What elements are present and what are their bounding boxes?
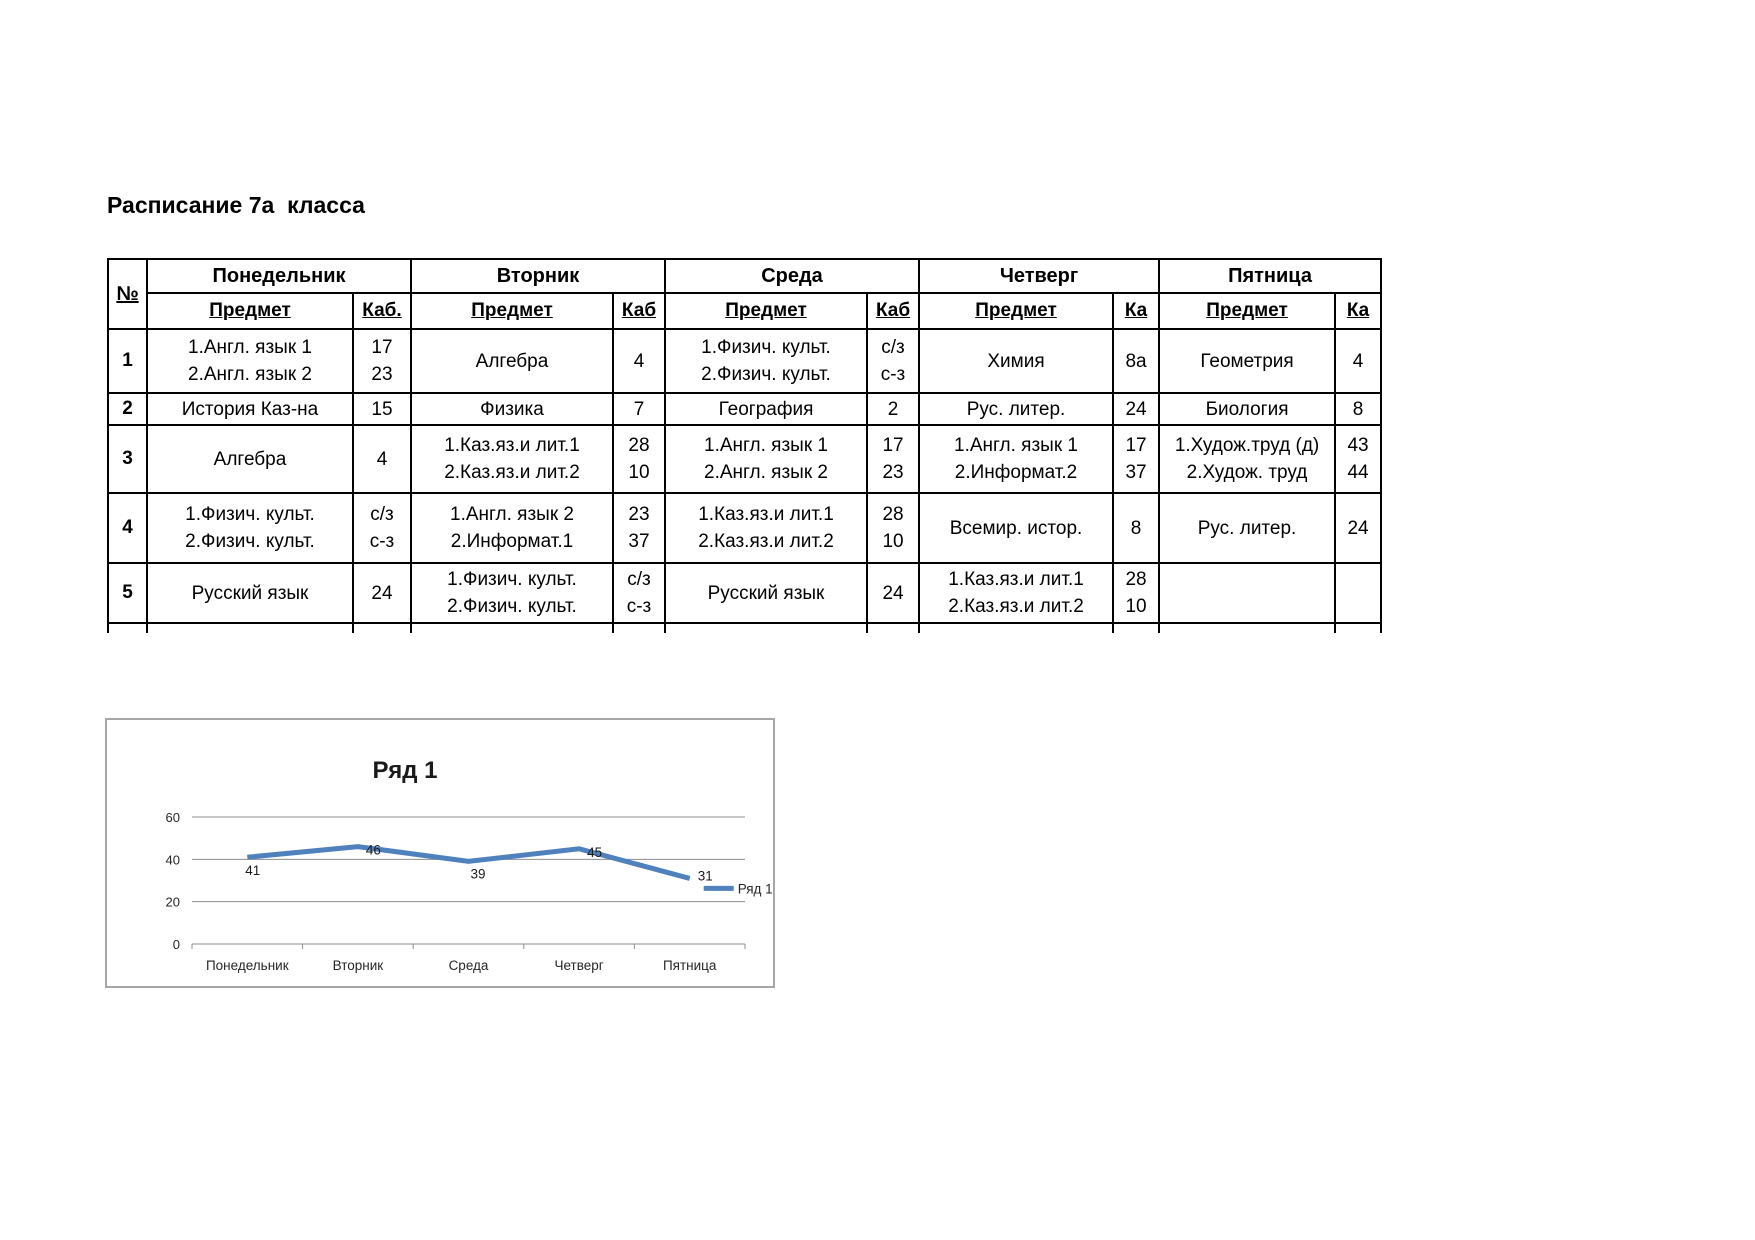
room-cell <box>353 425 411 493</box>
subject-line: 1.Англ. язык 1 <box>954 435 1078 456</box>
room-cell <box>867 493 919 563</box>
room-cell <box>1335 393 1381 425</box>
table-row <box>108 563 1381 623</box>
x-axis-labels <box>206 958 717 973</box>
room-cell <box>1335 493 1381 563</box>
subject-cell <box>1159 425 1335 493</box>
day-header: Пятница <box>1159 259 1381 293</box>
subject-line: 1.Физич. культ. <box>701 337 831 358</box>
room-cell <box>613 493 665 563</box>
subject-column-header: Предмет <box>1159 293 1335 329</box>
table-row <box>108 425 1381 493</box>
day-header-row <box>108 259 1381 293</box>
number-column-header: № <box>108 259 147 329</box>
room-cell <box>867 393 919 425</box>
clipped-cell <box>613 623 665 633</box>
subject-line: 1.Каз.яз.и лит.1 <box>444 435 580 456</box>
schedule-table-body <box>108 329 1381 633</box>
subject-line: 2.Англ. язык 2 <box>704 462 828 483</box>
room-line: с-з <box>626 596 652 617</box>
room-line: 24 <box>1347 517 1369 539</box>
subject-line: Алгебра <box>475 350 549 372</box>
room-cell <box>613 563 665 623</box>
subject-cell <box>919 329 1113 393</box>
lesson-number: 1 <box>108 329 147 393</box>
subject-column-header: Предмет <box>147 293 353 329</box>
room-line: 8а <box>1125 350 1147 372</box>
room-cell <box>613 329 665 393</box>
subject-line: 2.Физич. культ. <box>185 531 315 552</box>
room-line: 8 <box>1130 517 1142 539</box>
subject-cell <box>1159 563 1335 623</box>
room-cell <box>1113 329 1159 393</box>
subject-line: Русский язык <box>707 582 825 604</box>
subject-cell <box>919 425 1113 493</box>
room-line: с/з <box>370 504 394 525</box>
subject-line: 2.Англ. язык 2 <box>188 364 312 385</box>
subject-line: 2.Физич. культ. <box>447 596 577 617</box>
room-line: 23 <box>628 504 650 525</box>
subject-cell <box>147 563 353 623</box>
legend <box>704 881 773 896</box>
room-line: с/з <box>627 569 651 590</box>
room-cell <box>353 393 411 425</box>
room-line: 24 <box>882 582 904 604</box>
room-cell <box>1335 425 1381 493</box>
subject-cell <box>665 329 867 393</box>
subject-line: 1.Англ. язык 1 <box>704 435 828 456</box>
subject-line: 1.Худож.труд (д) <box>1174 435 1320 456</box>
clipped-cell <box>1159 623 1335 633</box>
svg-text:20: 20 <box>165 894 180 910</box>
subject-line: 1.Физич. культ. <box>185 504 315 525</box>
day-header: Среда <box>665 259 919 293</box>
room-cell <box>1113 425 1159 493</box>
room-line: 37 <box>1125 462 1147 483</box>
subject-cell <box>919 493 1113 563</box>
subject-line: 1.Каз.яз.и лит.1 <box>948 569 1084 590</box>
room-cell <box>353 329 411 393</box>
room-line: 17 <box>1125 435 1147 456</box>
clipped-cell <box>867 623 919 633</box>
subject-cell <box>411 425 613 493</box>
room-line: 4 <box>376 448 388 470</box>
room-line: 43 <box>1347 435 1369 456</box>
subject-cell <box>665 393 867 425</box>
room-cell <box>613 425 665 493</box>
room-line: 4 <box>1352 350 1364 372</box>
room-line: 37 <box>628 531 650 552</box>
data-label: 31 <box>697 868 713 884</box>
column-header-row <box>108 293 1381 329</box>
subject-column-header: Предмет <box>919 293 1113 329</box>
table-row <box>108 493 1381 563</box>
room-line: 28 <box>628 435 650 456</box>
subject-line: История Каз-на <box>181 398 319 420</box>
schedule-table-head <box>108 259 1381 329</box>
svg-text:0: 0 <box>172 937 180 952</box>
room-cell <box>353 493 411 563</box>
subject-line: 2.Худож. труд <box>1186 462 1308 483</box>
day-header: Вторник <box>411 259 665 293</box>
subject-line: 1.Физич. культ. <box>447 569 577 590</box>
chart-title: Ряд 1 <box>372 757 438 784</box>
room-line: 24 <box>1125 398 1147 420</box>
lesson-number: 4 <box>108 493 147 563</box>
subject-line: Рус. литер. <box>966 398 1066 420</box>
clipped-cell <box>1335 623 1381 633</box>
subject-line: Геометрия <box>1200 350 1294 372</box>
room-line: 10 <box>1125 596 1147 617</box>
subject-line: 2.Каз.яз.и лит.2 <box>698 531 834 552</box>
legend-label: Ряд 1 <box>737 881 773 897</box>
room-line: 17 <box>882 435 904 456</box>
lesson-number: 3 <box>108 425 147 493</box>
room-line: 15 <box>371 398 393 420</box>
subject-cell <box>665 563 867 623</box>
subject-cell <box>147 329 353 393</box>
clipped-cell <box>919 623 1113 633</box>
subject-cell <box>411 493 613 563</box>
room-line: 2 <box>887 398 899 420</box>
subject-cell <box>919 393 1113 425</box>
gridlines <box>192 817 745 944</box>
subject-cell <box>147 493 353 563</box>
subject-cell <box>1159 493 1335 563</box>
clipped-cell <box>1113 623 1159 633</box>
subject-cell <box>1159 393 1335 425</box>
room-line: с/з <box>881 337 905 358</box>
room-cell <box>353 563 411 623</box>
subject-line: 2.Информат.1 <box>450 531 574 552</box>
subject-line: 1.Каз.яз.и лит.1 <box>698 504 834 525</box>
clipped-cell <box>411 623 613 633</box>
page-title: Расписание 7а класса <box>107 192 365 218</box>
room-cell <box>867 425 919 493</box>
data-label: 45 <box>587 844 603 860</box>
table-row <box>108 393 1381 425</box>
room-line: 8 <box>1352 398 1364 420</box>
svg-text:40: 40 <box>165 852 180 868</box>
subject-cell <box>665 425 867 493</box>
room-column-header: Каб <box>867 293 919 329</box>
room-column-header: Каб <box>613 293 665 329</box>
day-header: Понедельник <box>147 259 411 293</box>
subject-cell <box>411 393 613 425</box>
svg-text:Четверг: Четверг <box>554 958 604 973</box>
lesson-number: 5 <box>108 563 147 623</box>
room-column-header: Ка <box>1113 293 1159 329</box>
room-line: 23 <box>882 462 904 483</box>
room-line: с-з <box>369 531 395 552</box>
room-line: 23 <box>371 364 393 385</box>
subject-cell <box>147 393 353 425</box>
lesson-number: 2 <box>108 393 147 425</box>
clipped-cell <box>147 623 353 633</box>
data-label: 39 <box>470 866 486 882</box>
room-line: 10 <box>882 531 904 552</box>
room-cell <box>1335 329 1381 393</box>
room-column-header: Каб. <box>353 293 411 329</box>
room-cell <box>867 329 919 393</box>
room-cell <box>1113 563 1159 623</box>
room-cell <box>1335 563 1381 623</box>
subject-line: Химия <box>987 350 1045 372</box>
room-line: 44 <box>1347 462 1369 483</box>
subject-line: 2.Информат.2 <box>954 462 1078 483</box>
subject-line: 2.Каз.яз.и лит.2 <box>444 462 580 483</box>
subject-cell <box>147 425 353 493</box>
svg-text:60: 60 <box>165 810 180 825</box>
room-line: 7 <box>633 398 645 420</box>
room-column-header: Ка <box>1335 293 1381 329</box>
room-line: 28 <box>1125 569 1147 590</box>
subject-line: Алгебра <box>213 448 287 470</box>
room-line: 28 <box>882 504 904 525</box>
y-axis-labels <box>166 810 180 952</box>
svg-text:Понедельник: Понедельник <box>205 958 289 973</box>
x-axis-ticks <box>192 944 745 949</box>
subject-line: 2.Физич. культ. <box>701 364 831 385</box>
table-row <box>108 329 1381 393</box>
subject-cell <box>411 329 613 393</box>
subject-line: Всемир. истор. <box>949 517 1083 539</box>
svg-text:Вторник: Вторник <box>332 958 384 973</box>
clipped-cell <box>353 623 411 633</box>
day-header: Четверг <box>919 259 1159 293</box>
svg-text:Пятница: Пятница <box>662 958 717 973</box>
data-label: 46 <box>365 842 381 858</box>
room-cell <box>867 563 919 623</box>
subject-line: 1.Англ. язык 1 <box>188 337 312 358</box>
subject-line: Физика <box>480 398 544 420</box>
room-line: 10 <box>628 462 650 483</box>
svg-text:Среда: Среда <box>448 958 489 973</box>
subject-line: Рус. литер. <box>1197 517 1297 539</box>
data-label: 41 <box>245 863 261 879</box>
subject-cell <box>919 563 1113 623</box>
subject-cell <box>665 493 867 563</box>
subject-cell <box>411 563 613 623</box>
clipped-row <box>108 623 1381 633</box>
subject-column-header: Предмет <box>665 293 867 329</box>
subject-line: География <box>718 398 814 420</box>
subject-line: 2.Каз.яз.и лит.2 <box>948 596 1084 617</box>
subject-cell <box>1159 329 1335 393</box>
schedule-table <box>107 258 1382 633</box>
room-cell <box>1113 393 1159 425</box>
room-cell <box>1113 493 1159 563</box>
room-line: с-з <box>880 364 906 385</box>
subject-column-header: Предмет <box>411 293 613 329</box>
subject-line: Биология <box>1205 398 1289 420</box>
series-line <box>247 844 689 882</box>
room-cell <box>613 393 665 425</box>
room-line: 4 <box>633 350 645 372</box>
clipped-cell <box>108 623 147 633</box>
clipped-cell <box>665 623 867 633</box>
chart <box>105 718 775 988</box>
room-line: 24 <box>371 582 393 604</box>
subject-line: Русский язык <box>191 582 309 604</box>
line-chart-svg <box>107 720 773 986</box>
subject-line: 1.Англ. язык 2 <box>450 504 574 525</box>
room-line: 17 <box>371 337 393 358</box>
